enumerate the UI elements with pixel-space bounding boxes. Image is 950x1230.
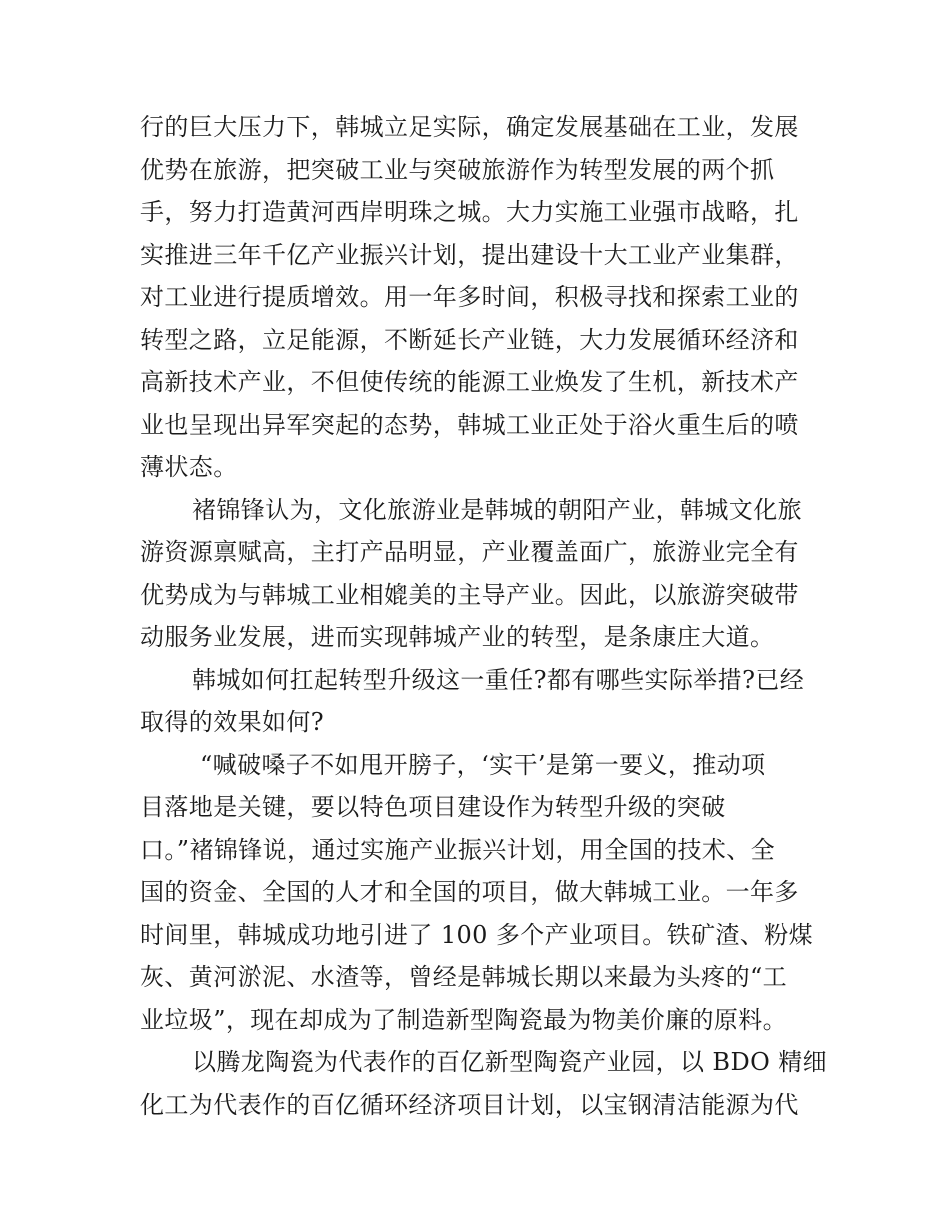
text-line: 优势成为与韩城工业相媲美的主导产业。因此，以旅游突破带 bbox=[140, 580, 799, 609]
text-line: 优势在旅游，把突破工业与突破旅游作为转型发展的两个抓 bbox=[140, 155, 775, 184]
text-line: 时间里，韩城成功地引进了 100 多个产业项目。铁矿渣、粉煤 bbox=[140, 920, 814, 949]
text-line: 目落地是关键，要以特色项目建设作为转型升级的突破 bbox=[140, 793, 726, 821]
text-line: 薄状态。 bbox=[140, 453, 238, 481]
text-line: 化工为代表作的百亿循环经济项目计划，以宝钢清洁能源为代 bbox=[140, 1090, 799, 1119]
text-line: 动服务业发展，进而实现韩城产业的转型，是条康庄大道。 bbox=[140, 623, 775, 651]
text-line: 游资源禀赋高，主打产品明显，产业覆盖面广，旅游业完全有 bbox=[140, 538, 799, 566]
text-line: 高新技术产业，不但使传统的能源工业焕发了生机，新技术产 bbox=[140, 368, 799, 396]
text-line: 业垃圾”，现在却成为了制造新型陶瓷最为物美价廉的原料。 bbox=[140, 1005, 788, 1034]
text-line: 手，努力打造黄河西岸明珠之城。大力实施工业强市战略，扎 bbox=[140, 198, 799, 226]
article-body bbox=[140, 106, 828, 1126]
text-line: 对工业进行提质增效。用一年多时间，积极寻找和探索工业的 bbox=[140, 283, 799, 311]
text-line: 实推进三年千亿产业振兴计划，提出建设十大工业产业集群， bbox=[140, 240, 799, 269]
text-line: 褚锦锋认为，文化旅游业是韩城的朝阳产业，韩城文化旅 bbox=[192, 495, 802, 524]
text-line: 行的巨大压力下，韩城立足实际，确定发展基础在工业，发展 bbox=[140, 113, 799, 141]
text-line: 以腾龙陶瓷为代表作的百亿新型陶瓷产业园，以 BDO 精细 bbox=[192, 1048, 828, 1076]
text-line: 国的资金、全国的人才和全国的项目，做大韩城工业。一年多 bbox=[140, 878, 799, 906]
text-line: 口。”褚锦锋说，通过实施产业振兴计划，用全国的技术、全 bbox=[140, 835, 776, 864]
text-line: 取得的效果如何? bbox=[140, 708, 325, 736]
text-line: 灰、黄河淤泥、水渣等，曾经是韩城长期以来最为头疼的“工 bbox=[140, 963, 788, 991]
text-line: 业也呈现出异军突起的态势，韩城工业正处于浴火重生后的喷 bbox=[140, 410, 799, 439]
text-line: 转型之路，立足能源，不断延长产业链，大力发展循环经济和 bbox=[140, 325, 799, 354]
text-line: 韩城如何扛起转型升级这一重任?都有哪些实际举措?已经 bbox=[192, 665, 805, 694]
text-line: “喊破嗓子不如甩开膀子，‘实干’是第一要义，推动项 bbox=[200, 750, 766, 779]
